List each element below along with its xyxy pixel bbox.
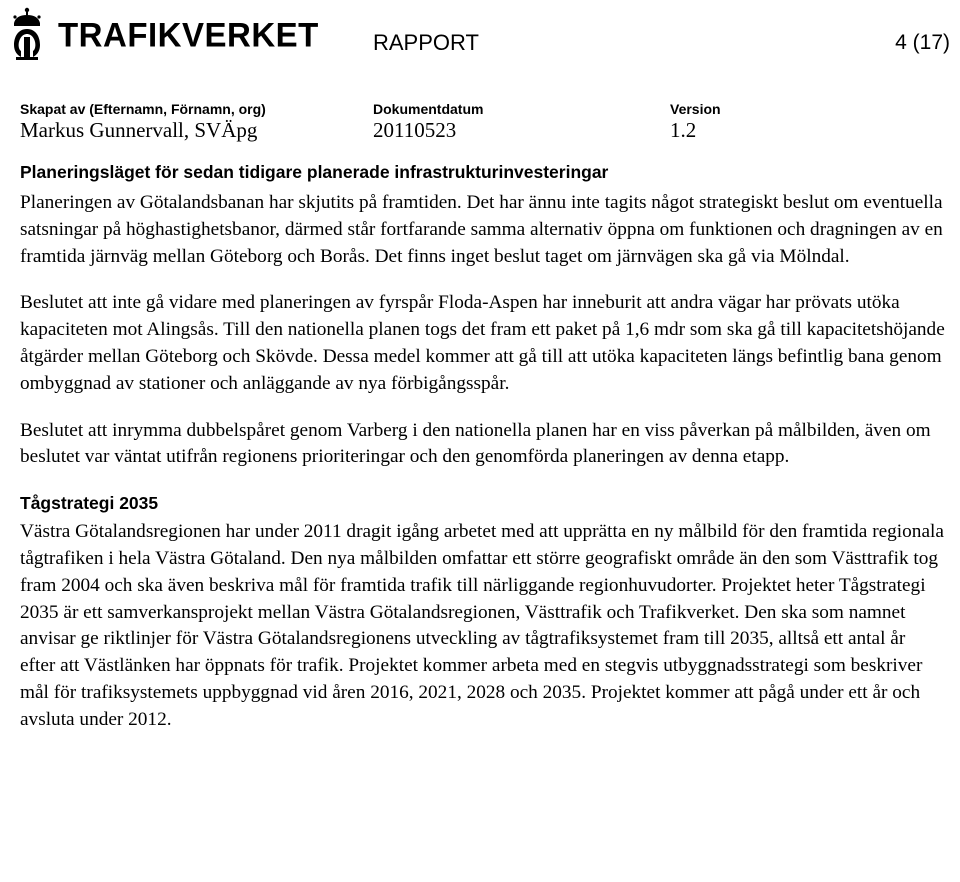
meta-author-value: Markus Gunnervall, SVÄpg xyxy=(20,118,258,142)
meta-date xyxy=(373,100,483,142)
meta-date-value: 20110523 xyxy=(373,118,457,142)
document-type: RAPPORT xyxy=(373,30,479,55)
crown-emblem-icon xyxy=(6,7,48,61)
trafikverket-logo xyxy=(6,6,319,62)
logo-wordmark: TRAFIKVERKET xyxy=(58,14,319,54)
meta-version-label: Version xyxy=(670,101,721,117)
meta-version-value: 1.2 xyxy=(670,118,697,142)
paragraph: Planeringen av Götalandsbanan har skjutits på framtiden. Det har ännu inte tagits något strategiskt beslut om eventuella satsningar på höghastighetsbanor, därmed står fortfarande samma alternativ öppna om funktionen och dragningen av en framtida järnväg mellan Göteborg och Borås. Det finns inget beslut taget om järnvägen ska gå via Mölndal. xyxy=(20,192,943,267)
meta-author-label: Skapat av (Efternamn, Förnamn, org) xyxy=(20,101,266,117)
paragraph: Beslutet att inte gå vidare med planeringen av fyrspår Floda-Aspen har inneburit att andra vägar har prövats utöka kapaciteten mot Alingsås. Till den nationella planen togs det fram ett paket på 1,6 mdr som ska gå till kapacitetshöjande åtgärder mellan Göteborg och Skövde. Dessa medel kommer att gå till att utöka kapaciteten längs befintlig bana genom ombyggnad av stationer och anläggande av nya förbigångsspår. xyxy=(20,292,945,394)
meta-date-label: Dokumentdatum xyxy=(373,101,484,117)
paragraph: Beslutet att inrymma dubbelspåret genom Varberg i den nationella planen har en viss påverkan på målbilden, även om beslutet var väntat utifrån regionens prioriteringar och den genomförda planeringen av denna etapp. xyxy=(20,419,931,468)
meta-author xyxy=(20,100,266,142)
meta-version xyxy=(670,100,721,142)
page-number: 4 (17) xyxy=(895,31,950,54)
document-body xyxy=(20,160,945,754)
paragraph: Västra Götalandsregionen har under 2011 dragit igång arbetet med att upprätta en ny målbild för den framtida regionala tågtrafiken i hela Västra Götaland. Den nya målbilden omfattar ett större geografiskt område än den som Västtrafik tog fram 2004 och ska även beskriva mål för framtida trafik till närliggande regionhuvudorter. Projektet heter Tågstrategi 2035 är ett samverkansprojekt mellan Västra Götalandsregionen, Västtrafik och Trafikverket. Den ska som namnet anvisar ge riktlinjer för Västra Götalandsregionens utveckling av tågtrafiksystemet fram till 2035, alltså ett antal år efter att Västlänken har öppnats för trafik. Projektet kommer arbeta med en stegvis utbyggnadsstrategi som beskriver mål för trafiksystemets uppbyggnad vid åren 2016, 2021, 2028 och 2035. Projektet kommer att pågå under ett år och avsluta under 2012. xyxy=(20,521,944,730)
section-heading-planning: Planeringsläget för sedan tidigare planerade infrastrukturinvesteringar xyxy=(20,162,609,182)
section-heading-tagstrategi: Tågstrategi 2035 xyxy=(20,493,159,514)
